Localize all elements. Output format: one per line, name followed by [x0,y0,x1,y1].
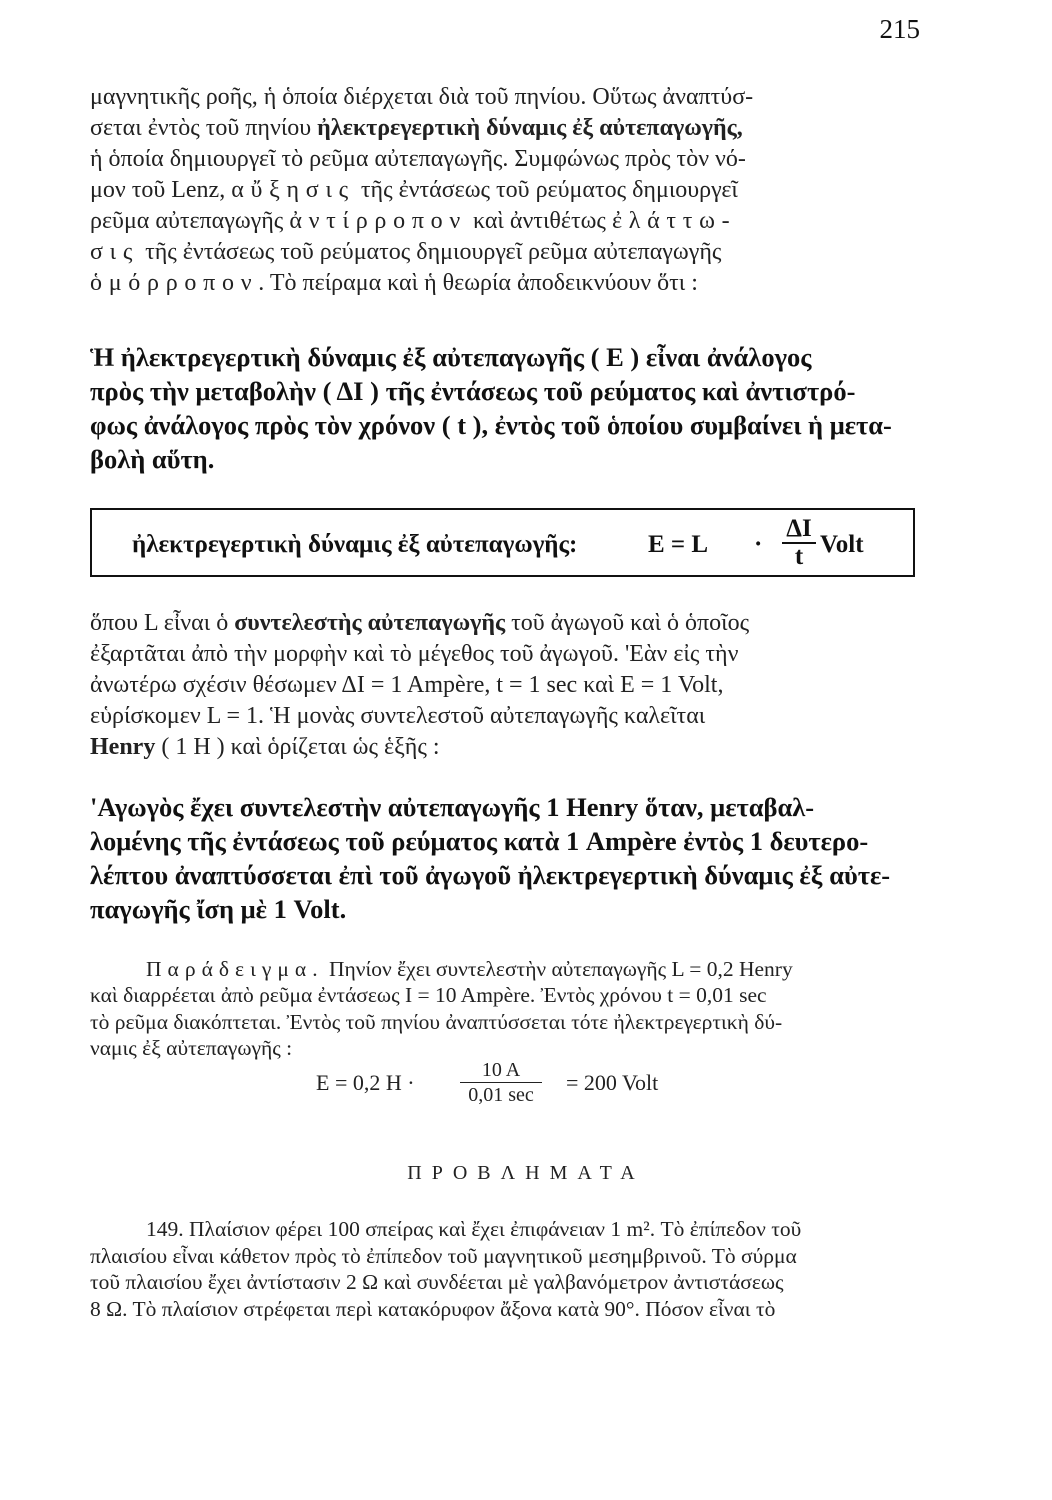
example-numerator: 10 A [481,1059,521,1081]
intro-line [90,82,922,113]
example-heading: Παράδειγμα. [146,957,324,981]
formula-box [90,508,915,577]
text-run: μον τοῦ Lenz, [90,177,232,203]
example-paragraph [146,956,922,983]
problem-line: 149. Πλαίσιον φέρει 100 σπείρας καὶ ἔχει ἐπιφάνειαν 1 m². Τὸ ἐπίπεδον τοῦ [146,1217,802,1241]
formula-lhs: E = L [648,531,709,558]
definition-line: εὑρίσκομεν L = 1. Ἡ μονὰς συντελεστοῦ αὐτεπαγωγῆς καλεῖται [90,703,706,729]
text-run: ὅπου L εἶναι ὁ [90,610,235,636]
problems-heading: ΠΡΟΒΛΗΜΑΤΑ [407,1162,645,1184]
definition-line [90,608,922,639]
example-line: καὶ διαρρέεται ἀπὸ ρεῦμα ἐντάσεως I = 10 Ampère. Ἐντὸς χρόνου t = 0,01 sec [90,983,767,1007]
intro-line [90,268,922,299]
spaced-term: ὁμόρροπον [90,270,259,296]
intro-line [90,175,922,206]
law-line: φως ἀνάλογος πρὸς τὸν χρόνον ( t ), ἐντὸς τοῦ ὁποίου συμβαίνει ἡ μετα- [90,410,892,440]
law-statement [90,340,922,476]
text-run: ( 1 H ) καὶ ὁρίζεται ὡς ἑξῆς : [155,734,440,760]
example-line [146,956,922,983]
text-run: μαγνητικῆς ροῆς, ἡ ὁποία διέρχεται διὰ τοῦ πηνίου. Οὕτως ἀναπτύσ- [90,84,754,110]
text-run: ἡ ὁποία δημιουργεῖ τὸ ρεῦμα αὐτεπαγωγῆς. Συμφώνως πρὸς τὸν νό- [90,146,746,172]
henry-term: Henry [90,734,156,760]
text-run: σεται ἐντὸς τοῦ πηνίου [90,115,318,141]
text-run: . Τὸ πείραμα καὶ ἡ θεωρία ἀποδεικνύουν ὅτι : [258,270,698,296]
law-line: πρὸς τὴν μεταβολὴν ( ΔI ) τῆς ἐντάσεως τοῦ ρεύματος καὶ ἀντιστρό- [90,376,856,406]
intro-paragraph [90,82,922,299]
spaced-term: αὔξησις [231,177,355,203]
problem-149 [90,1216,922,1322]
emf-term: ἠλεκτρεγερτικὴ δύναμις ἐξ αὐτεπαγωγῆς, [317,115,743,141]
example-line: ναμις ἐξ αὐτεπαγωγῆς : [90,1036,293,1060]
definition-line [90,732,922,763]
intro-line [90,237,922,268]
definition-line: ἐξαρτᾶται ἀπὸ τὴν μορφὴν καὶ τὸ μέγεθος τοῦ ἀγωγοῦ. 'Εὰν εἰς τὴν [90,641,739,667]
problem-line: πλαισίου εἶναι κάθετον πρὸς τὸ ἐπίπεδον τοῦ μαγνητικοῦ μεσημβρινοῦ. Τὸ σύρμα [90,1243,797,1268]
formula-unit: Volt [820,531,864,558]
spaced-term: ἀντίρροπον [289,208,467,234]
formula-fraction [782,516,816,570]
example-body [90,982,922,1062]
formula-label: ἠλεκτρεγερτικὴ δύναμις ἐξ αὐτεπαγωγῆς: [132,531,578,558]
example-line: τὸ ρεῦμα διακόπτεται. Ἐντὸς τοῦ πηνίου ἀναπτύσσεται τότε ἠλεκτρεγερτικὴ δύ- [90,1009,783,1034]
formula-denominator: t [782,542,816,570]
formula-dot: · [754,531,763,558]
law-line: Ἡ ἠλεκτρεγερτικὴ δύναμις ἐξ αὐτεπαγωγῆς ( E ) εἶναι ἀνάλογος [90,342,812,372]
intro-line [90,113,922,144]
henry-line: 'Αγωγὸς ἔχει συντελεστὴν αὐτεπαγωγῆς 1 Henry ὅταν, μεταβαλ- [90,792,815,822]
spaced-term: ἐλάττω- [611,208,737,234]
henry-definition [90,790,922,926]
problem-line: τοῦ πλαισίου ἔχει ἀντίστασιν 2 Ω καὶ συνδέεται μὲ γαλβανόμετρον ἀντιστάσεως [90,1270,784,1294]
definition-line: ἀνωτέρω σχέσιν θέσωμεν ΔI = 1 Ampère, t = 1 sec καὶ E = 1 Volt, [90,672,724,698]
page-number: 215 [879,14,920,44]
text-run: Πηνίον ἔχει συντελεστὴν αὐτεπαγωγῆς L = 0,2 Henry [323,957,793,981]
text-run: καὶ ἀντιθέτως [466,208,612,234]
definition-paragraph [90,608,922,763]
example-fraction [460,1058,542,1107]
text-run: τῆς ἐντάσεως τοῦ ρεύματος δημιουργεῖ ρεῦμα αὐτεπαγωγῆς [139,239,722,265]
spaced-term: σις [90,239,140,265]
law-line: βολὴ αὕτη. [90,444,215,474]
text-run: ρεῦμα αὐτεπαγωγῆς [90,208,290,234]
intro-line [90,144,922,175]
example-eq-lhs: E = 0,2 H · [316,1070,415,1095]
text-run: τῆς ἐντάσεως τοῦ ρεύματος δημιουργεῖ [354,177,738,203]
intro-line [90,206,922,237]
example-denominator: 0,01 sec [460,1082,542,1107]
example-eq-rhs: = 200 Volt [566,1070,659,1095]
problem-line: 8 Ω. Τὸ πλαίσιον στρέφεται περὶ κατακόρυφον ἄξονα κατὰ 90°. Πόσον εἶναι τὸ [90,1296,776,1321]
coefficient-term: συντελεστὴς αὐτεπαγωγῆς [234,610,506,636]
henry-line: λέπτου ἀναπτύσσεται ἐπὶ τοῦ ἀγωγοῦ ἠλεκτρεγερτικὴ δύναμις ἐξ αὐτε- [90,860,891,890]
henry-line: παγωγῆς ἴση μὲ 1 Volt. [90,894,347,924]
henry-line: λομένης τῆς ἐντάσεως τοῦ ρεύματος κατὰ 1 Ampère ἐντὸς 1 δευτερο- [90,826,869,856]
text-run: τοῦ ἀγωγοῦ καὶ ὁ ὁποῖος [505,610,750,636]
formula-numerator: ΔI [786,515,812,542]
